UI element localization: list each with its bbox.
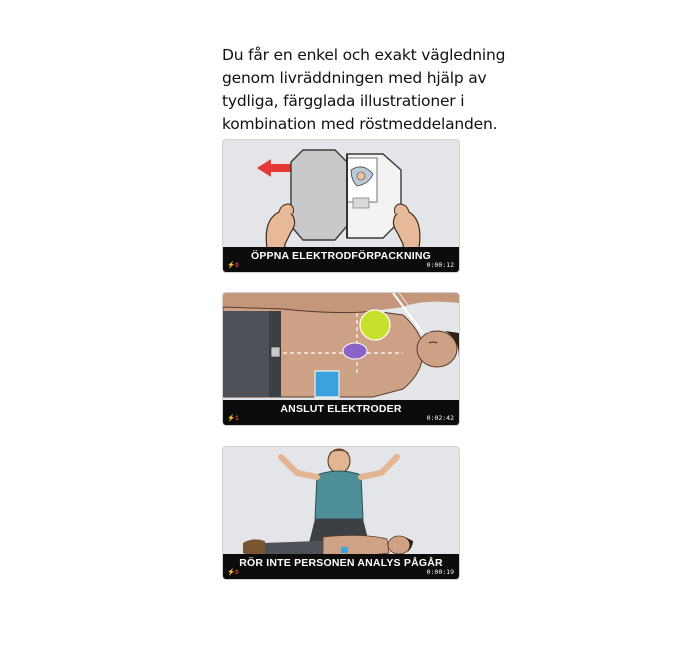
shock-counter: ⚡0 — [227, 569, 239, 576]
screen-caption: ANSLUT ELEKTRODER — [280, 403, 402, 415]
electrode-purple — [343, 343, 367, 359]
screen-caption: RÖR INTE PERSONEN ANALYS PÅGÅR — [239, 557, 443, 569]
intro-line: genom livräddningen med hjälp av — [222, 69, 487, 87]
intro-line: kombination med röstmeddelanden. — [222, 115, 498, 133]
caption-bar — [223, 400, 459, 425]
elapsed-timer: 0:00:12 — [426, 261, 454, 269]
aed-screen-do-not-touch — [223, 447, 459, 579]
intro-line: Du får en enkel och exakt vägledning — [222, 46, 506, 64]
screen-caption: ÖPPNA ELEKTRODFÖRPACKNING — [250, 250, 431, 262]
shock-counter: ⚡1 — [227, 415, 239, 422]
aed-screen-open-package — [223, 140, 459, 272]
intro-line: tydliga, färgglada illustrationer i — [222, 92, 465, 110]
caption-bar — [223, 554, 459, 579]
elapsed-timer: 0:02:42 — [426, 414, 454, 422]
intro-text — [222, 44, 522, 136]
aed-screen-connect-electrodes — [223, 293, 459, 425]
caption-bar — [223, 247, 459, 272]
electrode-blue — [315, 371, 339, 397]
elapsed-timer: 0:00:19 — [426, 568, 454, 576]
electrode-yellow — [360, 310, 390, 340]
arrow-left-icon — [257, 159, 291, 177]
shock-counter: ⚡0 — [227, 262, 239, 269]
